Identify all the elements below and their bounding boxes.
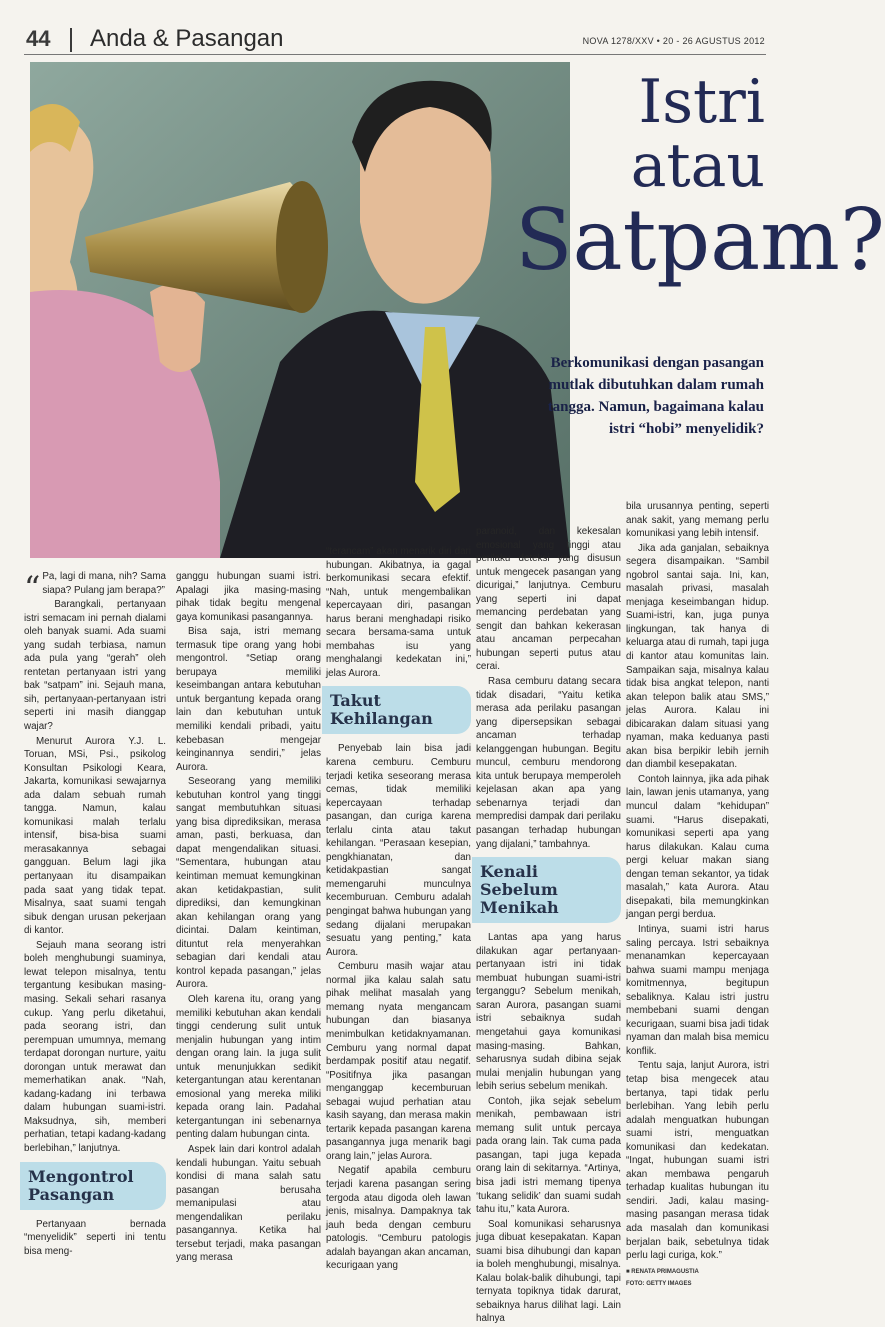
column-1	[24, 570, 166, 1259]
column-5	[626, 500, 769, 1287]
paragraph: Intinya, suami istri harus saling percaya. Istri sebaiknya menanamkan kepercayaan bahwa suami mampu menjaga komitmennya, begitupun sebaliknya. Kalau istri justru membebani suami dengan kecurigaan, suami bisa jadi tidak nyaman dan malah bisa memicu konflik.	[626, 923, 769, 1057]
paragraph: Tentu saja, lanjut Aurora, istri tetap bisa mengecek atau bertanya, tapi tidak perlu berlebihan. Yang lebih perlu adalah menguatkan hubungan suami istri, menguatkan komunikasi dan kedekatan. “Ingat, hubungan suami istri akan membawa pengaruh terhadap kualitas hubungan itu sendiri. Jadi, kalau masing-masing pasangan merasa tidak ada masalah dan komunikasi berjalan baik, sebetulnya tidak perlu lagi curiga, kok.”	[626, 1060, 769, 1262]
paragraph: Pertanyaan bernada “menyelidik” seperti ini tentu bisa meng-	[24, 1218, 166, 1257]
paragraph: Bisa saja, istri memang termasuk tipe orang yang hobi mengontrol. “Setiap orang berupaya memiliki keseimbangan antara kebutuhan untuk bergantung kepada orang lain dan kebutuhan untuk memiliki kendali pribadi, yaitu kebebasan mengejar keinginannya sendiri,” jelas Aurora.	[176, 626, 321, 773]
paragraph: paranoid, dan kekesalan emosional yang tinggi atau perilaku deteksi yang disusun untuk mengecek pasangan yang dicurigai,” lanjutnya. Cemburu yang seperti ini dapat memancing perdebatan yang sengit dan bahkan kekerasan atau ancaman perpecahan hubungan seperti putus atau cerai.	[476, 526, 621, 673]
header-rule	[24, 54, 766, 55]
column-3	[326, 545, 471, 1274]
paragraph: Contoh lainnya, jika ada pihak lain, lawan jenis utamanya, yang muncul dalam “kehidupan” suami. “Harus disepakati, komunikasi seperti apa yang harus dilakukan. Kalau cuma pergi keluar makan siang dengan teman sekantor, ya tidak masalah,” kata Aurora. Atau disepakati, bila memungkinkan jangan pergi berdua.	[626, 773, 769, 921]
subhead-mengontrol: Mengontrol Pasangan	[20, 1162, 166, 1210]
page-number: 44	[26, 26, 51, 51]
paragraph: Pa, lagi di mana, nih? Sama siapa? Pulang jam berapa?”	[42, 571, 166, 596]
paragraph: Seseorang yang memiliki kebutuhan kontrol yang tinggi sangat membutuhkan situasi yang bisa diprediksikan, merasa aman, pasti, berkuasa, dan dapat mengendalikan situasi. “Sementara, hubungan atau keintiman memuat kemungkinan akan ketidakpastian, sulit diprediksi, dan kemungkinan akan kehilangan orang yang dicintai. Dalam keintiman, dituntut rela menyerahkan sebagian dari kendali atau kontrol kepada pasangan,” jelas Aurora.	[176, 776, 321, 991]
subhead-kenali: Kenali Sebelum Menikah	[472, 857, 621, 923]
paragraph: Sejauh mana seorang istri boleh menghubungi suaminya, lewat telepon misalnya, tentu tergantung kesibukan masing-masing. Sekali sehari rasanya cukup. Yang perlu diketahui, pada seorang istri, dan perempuan umumnya, memang terdapat dorongan nurture, yaitu dorongan untuk merawat dan memerhatikan anak. “Nah, kadang-kadang ini terbawa dalam hubungan suami-istri. Maksudnya, sih, memberi perhatian, tetapi kadang-kadang berlebihan,” lanjutnya.	[24, 939, 166, 1154]
paragraph: Lantas apa yang harus dilakukan agar pertanyaan-pertanyaan istri ini tidak membuat hubungan suami-istri terganggu? Sebelum menikah, saran Aurora, pasangan suami istri sebaiknya sudah mengetahui gaya komunikasi masing-masing. Bahkan, seharusnya sudah dibina sejak mulai menjalin hubungan yang lebih serius sebelum menikah.	[476, 932, 621, 1093]
paragraph: Soal komunikasi seharusnya juga dibuat kesepakatan. Kapan suami bisa dihubungi dan kapan ia boleh menghubungi, misalnya. Kalau bolak-balik dihubungi, tapi ternyata topiknya tidak darurat, sebaiknya harus dilihat lagi. Lain halnya	[476, 1218, 621, 1325]
quote-mark: “	[24, 569, 41, 607]
opening-quote	[24, 569, 166, 607]
subhead-takut: Takut Kehilangan	[322, 686, 471, 734]
paragraph: Barangkali, pertanyaan istri semacam ini pernah dialami oleh banyak suami. Ada suami yang sudah terbiasa, namun ada pula yang “gerah” oleh rentetan pertanyaan istri yang bak “satpam” ini. Sejauh mana, sih, pertanyaan-pertanyaan istri seperti ini masih dianggap wajar?	[24, 599, 166, 733]
article-photo	[30, 62, 570, 558]
paragraph: bila urusannya penting, seperti anak sakit, yang memang perlu komunikasi yang lebih intensif.	[626, 501, 769, 540]
paragraph: Contoh, jika sejak sebelum menikah, pembawaan istri memang sulit untuk percaya pada orang lain. Tak cuma pada pasangan, tapi juga kepada orang lain di sekitarnya. “Artinya, bisa jadi istri memang tipenya ‘tukang selidik’ dan suami sudah tahu itu,” kata Aurora.	[476, 1095, 621, 1216]
article-title	[515, 67, 885, 289]
byline: ■ RENATA PRIMAGUSTIA	[626, 1268, 699, 1275]
column-2	[176, 570, 321, 1266]
paragraph: Oleh karena itu, orang yang memiliki kebutuhan akan kendali tinggi cenderung sulit untuk menjalin hubungan yang intim dengan orang lain. Ia juga sulit untuk menunjukkan sedikit ketergantungan atau kerentanan emosional yang mereka miliki kepada orang lain. Padahal ketergantungan ini sebenarnya penting dalam hubungan cinta.	[176, 993, 321, 1141]
section-title: Anda & Pasangan	[90, 25, 284, 52]
header-separator	[70, 28, 72, 52]
paragraph: Penyebab lain bisa jadi karena cemburu. Cemburu terjadi ketika seseorang merasa cemas, tidak memiliki kepercayaan terhadap pasangan, dan curiga karena terlalu cinta atau takut kehilangan. “Perasaan kesepian, pengkhianatan, dan ketidakpastian sangat memengaruhi munculnya kecemburuan. Cemburu adalah pengingat bahwa hubungan yang sedang dijalani merupakan sesuatu yang penting,” kata Aurora.	[326, 743, 471, 958]
paragraph: Menurut Aurora Y.J. L. Toruan, MSi, Psi., psikolog Konsultan Psikologi Keara, Jakarta, komunikasi sewajarnya ada dalam sebuah rumah tangga. Namun, kalau komunikasi malah terlalu intensif, bisa-bisa suami merasakannya sebagai gangguan. Belum lagi jika pertanyaan itu disampaikan pada saat yang tidak tepat. Misalnya, saat suami tengah sibuk dengan urusan pekerjaan di kantor.	[24, 735, 166, 937]
paragraph: Cemburu masih wajar atau normal jika kalau salah satu pihak melihat masalah yang memang nyata mengancam hubungan dan biasanya menimbulkan ketidaknyamanan. Cemburu yang normal dapat berdampak positif atau negatif. “Positifnya jika pasangan menganggap kecemburuan sebagai wujud perhatian atau kasih sayang, dan merasa makin tertarik kepada pasangan karena pasangannya juga menarik bagi orang lain,” jelas Aurora.	[326, 961, 471, 1162]
page-header	[0, 0, 779, 56]
photo-illustration	[30, 62, 570, 558]
column-4	[476, 525, 621, 1327]
title-line-2: atau	[630, 131, 765, 201]
megaphone-bell	[276, 181, 328, 313]
article-lead: Berkomunikasi dengan pasangan mutlak dibutuhkan dalam rumah tangga. Namun, bagaimana kalau istri “hobi” menyelidik?	[547, 355, 764, 437]
paragraph: Aspek lain dari kontrol adalah kendali hubungan. Yaitu sebuah kondisi di mana salah satu pasangan berusaha memanipulasi atau mengendalikan perilaku pasangannya. Ketika hal tersebut terjadi, maka pasangan yang merasa	[176, 1143, 321, 1264]
issue-info: NOVA 1278/XXV • 20 - 26 AGUSTUS 2012	[582, 36, 765, 46]
paragraph: Negatif apabila cemburu terjadi karena pasangan sering tergoda atau digoda oleh lawan jenis, misalnya. Dampaknya tak jauh beda dengan cemburu patologis. “Cemburu patologis adalah bayangan akan ancaman, kecurigaan yang	[326, 1165, 471, 1272]
paragraph: Jika ada ganjalan, sebaiknya segera disampaikan. “Sambil ngobrol santai saja. Ini, kan, masalah privasi, masalah menjaga keseimbangan hidup. Suami-istri, kan, juga punya lingkungan, tak hanya di keluarga atau di rumah, tapi juga di kantor atau komunitas lain. Sampaikan saja, misalnya kalau tidak bisa angkat telepon, nanti akan telepon balik atau SMS,” jelas Aurora. Kalau ini dibicarakan dalam situasi yang nyaman, maka keduanya pasti akan bisa berpikir lebih jernih dan diambil kesepakatan.	[626, 542, 769, 771]
paragraph: Rasa cemburu datang secara tidak disadari, “Yaitu ketika merasa ada perilaku pasangan yang dipersepsikan sebagai ancaman terhadap kelanggengan hubungan. Begitu muncul, cemburu mendorong kita untuk berupaya memperoleh kejelasan akan apa yang sebenarnya terjadi dan mempredisi dampak dari perilaku pasangan terhadap hubungan yang dijalani,” tambahnya.	[476, 676, 621, 850]
photo-credit: FOTO: GETTY IMAGES	[626, 1280, 692, 1287]
paragraph: ganggu hubungan suami istri. Apalagi jika masing-masing pihak tidak begitu mengenal gaya komunikasi pasangannya.	[176, 571, 321, 623]
paragraph: “terancam” akan menarik diri dari hubungan. Akibatnya, ia gagal berkomunikasi secara efektif. “Nah, untuk mengembalikan kepercayaan diri, pasangan harus berani menghadapi risiko secara bersama-sama untuk membahas isu yang menghalangi kedekatan ini,” jelas Aurora.	[326, 546, 471, 679]
title-line-3: Satpam?	[515, 191, 885, 289]
title-line-1: Istri	[638, 67, 765, 137]
